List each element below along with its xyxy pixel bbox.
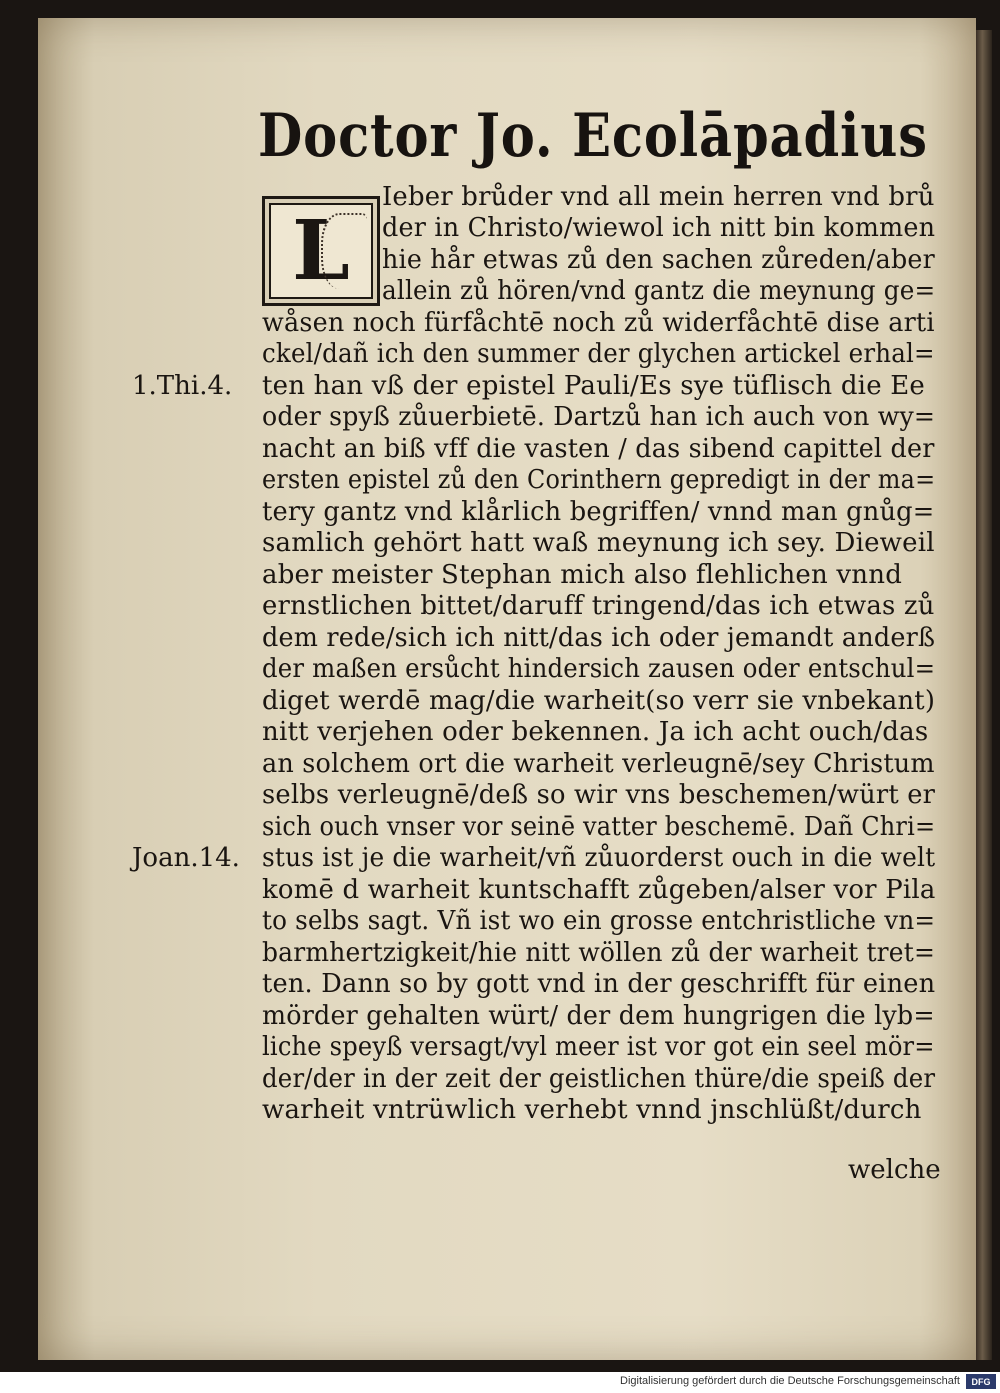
margin-note: Joan.14.: [132, 843, 240, 873]
text-line: barmhertzigkeit/hie nitt wöllen zů der warheit tret=: [262, 938, 936, 968]
page-title: Doctor Jo. Ecolāpadius: [258, 101, 928, 171]
text-line: to selbs sagt. Vñ ist wo ein grosse entchristliche vn=: [262, 906, 936, 936]
margin-note: 1.Thi.4.: [132, 371, 233, 401]
text-line: Ieber brůder vnd all mein herren vnd brů: [382, 182, 935, 212]
text-line: nitt verjehen oder bekennen. Ja ich acht ouch/das: [262, 717, 929, 747]
text-line: dem rede/sich ich nitt/das ich oder jemandt anderß: [262, 623, 936, 653]
text-line: liche speyß versagt/vyl meer ist vor got ein seel mör=: [262, 1032, 935, 1062]
initial-letter: L: [292, 203, 350, 299]
text-line: an solchem ort die warheit verleugnē/sey Christum: [262, 749, 935, 779]
text-line: ckel/dañ ich den summer der glychen artickel erhal=: [262, 339, 935, 369]
text-line: allein zů hören/vnd gantz die meynung ge=: [382, 276, 936, 306]
text-line: nacht an biß vff die vasten / das sibend capittel der: [262, 434, 935, 464]
text-line: aber meister Stephan mich also flehlichen vnnd: [262, 560, 903, 590]
text-line: samlich gehört hatt waß meynung ich sey. Dieweil: [262, 528, 935, 558]
text-line: komē d warheit kuntschafft zůgeben/alser vor Pila: [262, 875, 936, 905]
text-line: oder spyß zůuerbietē. Dartzů han ich auch von wy=: [262, 402, 936, 432]
text-line: sich ouch vnser vor seinē vatter beschemē. Dañ Chri=: [262, 812, 936, 842]
text-line: diget werdē mag/die warheit(so verr sie vnbekant): [262, 686, 936, 716]
dfg-logo-icon: DFG: [966, 1374, 996, 1389]
text-line: warheit vntrüwlich verhebt vnnd jnschlüßt/durch: [262, 1095, 922, 1125]
text-line: mörder gehalten würt/ der dem hungrigen die lyb=: [262, 1001, 935, 1031]
text-line: der/der in der zeit der geistlichen thüre/die speiß der: [262, 1064, 936, 1094]
footer-credit: Digitalisierung gefördert durch die Deutsche Forschungsgemeinschaft: [620, 1375, 960, 1387]
text-line: ten han vß der epistel Pauli/Es sye tüflisch die Ee: [262, 371, 926, 401]
text-line: stus ist je die warheit/vñ zůuorderst ouch in die welt: [262, 843, 936, 873]
text-line: der maßen ersůcht hindersich zausen oder entschul=: [262, 654, 936, 684]
text-line: ernstlichen bittet/daruff tringend/das ich etwas zů: [262, 591, 935, 621]
text-line: ten. Dann so by gott vnd in der geschrifft für einen: [262, 969, 936, 999]
footer-bar: [0, 1372, 1000, 1393]
text-line: wåsen noch fürfåchtē noch zů widerfåchtē dise arti: [262, 308, 935, 338]
catchword: welche: [848, 1155, 941, 1185]
text-line: tery gantz vnd klårlich begriffen/ vnnd man gnůg=: [262, 497, 935, 527]
text-line: hie hår etwas zů den sachen zůreden/aber: [382, 245, 935, 275]
text-line: selbs verleugnē/deß so wir vns beschemen/würt er: [262, 780, 936, 810]
text-line: der in Christo/wiewol ich nitt bin kommen: [382, 213, 936, 243]
text-line: ersten epistel zů den Corinthern gepredigt in der ma=: [262, 465, 936, 495]
